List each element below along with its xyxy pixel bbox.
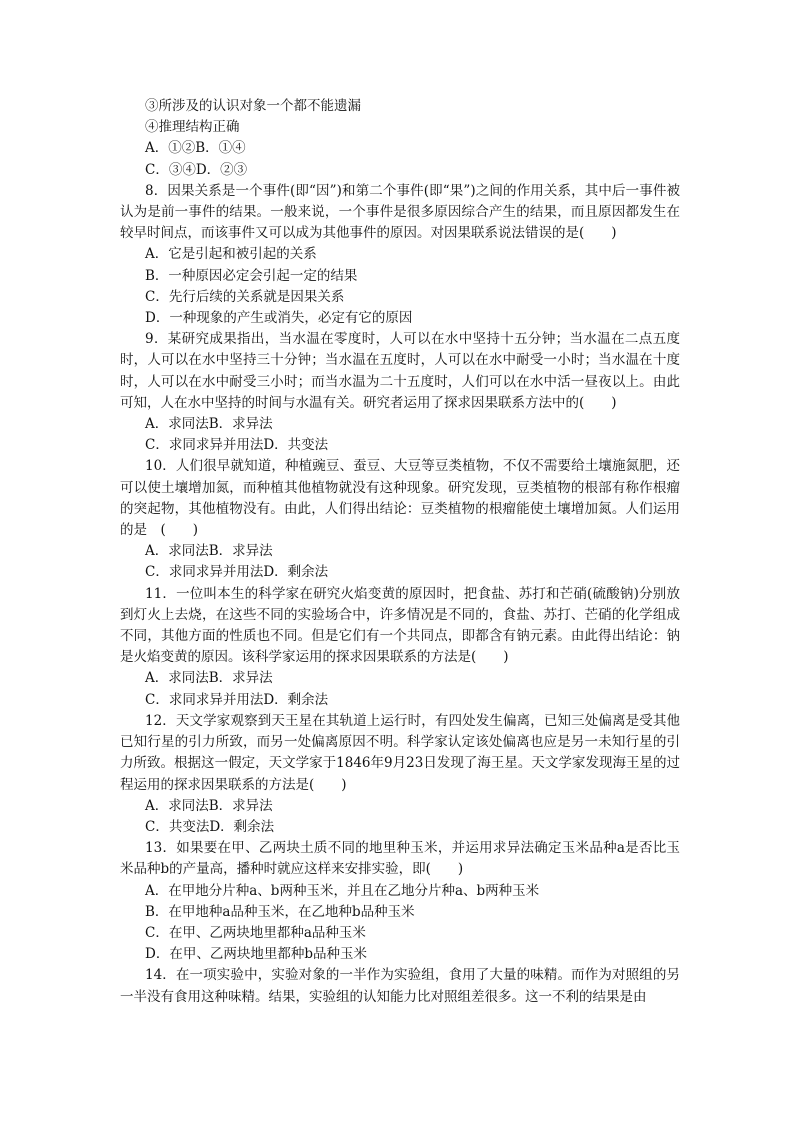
- text-line: ③所涉及的认识对象一个都不能遗漏: [145, 98, 361, 114]
- text-line: ④推理结构正确: [145, 119, 240, 136]
- option-line: A．求同法B．求异法: [145, 670, 273, 687]
- question-9: [120, 329, 680, 456]
- question-stem: 11．一位叫本生的科学家在研究火焰变黄的原因时，把食盐、苏打和芒硝(硫酸钠)分别放到灯火上去烧，在这些不同的实验场合中，许多情况是不同的，食盐、苏打、芒硝的化学组成不同，其他方面的性质也不同。但是它们有一个共同点，即都含有钠元素。由此得出结论：钠是火焰变黄的原因。该科学家运用的探求因果联系的方法是( ): [120, 585, 680, 666]
- question-stem: 12．天文学家观察到天王星在其轨道上运行时，有四处发生偏离，已知三处偏离是受其他已知行星的引力所致，而另一处偏离原因不明。科学家认定该处偏离也应是另一未知行星的引力所致。根据这一假定，天文学家于1846年9月23日发现了海王星。天文学家发现海王星的过程运用的探求因果联系的方法是( ): [120, 712, 680, 793]
- option-line: D．一种现象的产生或消失，必定有它的原因: [145, 310, 413, 327]
- option-line: A．它是引起和被引起的关系: [145, 246, 317, 263]
- option-line: C．求同求异并用法D．共变法: [145, 437, 329, 454]
- option-line: A．求同法B．求异法: [145, 797, 273, 814]
- option-line: A．①②B．①④: [145, 140, 246, 157]
- question-10: [120, 456, 680, 583]
- question-8: [120, 181, 680, 329]
- option-line: B．在甲地种a品种玉米，在乙地种b品种玉米: [145, 903, 415, 920]
- option-line: A．求同法B．求异法: [145, 416, 273, 433]
- option-line: C．在甲、乙两块地里都种a品种玉米: [145, 924, 366, 941]
- question-13: [120, 838, 680, 965]
- question-14: [120, 965, 680, 1007]
- question-stem: 14．在一项实验中，实验对象的一半作为实验组，食用了大量的味精。而作为对照组的另一半没有食用这种味精。结果，实验组的认知能力比对照组差很多。这一不利的结果是由: [120, 967, 680, 1005]
- option-line: D．在甲、乙两块地里都种b品种玉米: [145, 946, 367, 963]
- option-line: B．一种原因必定会引起一定的结果: [145, 267, 358, 284]
- question-stem: 13．如果要在甲、乙两块土质不同的地里种玉米，并运用求异法确定玉米品种a是否比玉米品种b的产量高，播种时就应这样来安排实验，即( ): [120, 840, 680, 878]
- question-stem: 9．某研究成果指出，当水温在零度时，人可以在水中坚持十五分钟；当水温在二点五度时，人可以在水中坚持三十分钟；当水温在五度时，人可以在水中耐受一小时；当水温在十度时，人可以在水中耐受三小时；而当水温为二十五度时，人们可以在水中活一昼夜以上。由此可知，人在水中坚持的时间与水温有关。研究者运用了探求因果联系方法中的( ): [120, 331, 680, 411]
- option-line: C．③④D．②③: [145, 161, 248, 178]
- option-line: C．求同求异并用法D．剩余法: [145, 691, 329, 708]
- question-12: [120, 711, 680, 838]
- question-stem: 10．人们很早就知道，种植豌豆、蚕豆、大豆等豆类植物，不仅不需要给土壤施氮肥，还可以使土壤增加氮，而种植其他植物就没有这种现象。研究发现，豆类植物的根部有称作根瘤的突起物，其他植物没有。由此，人们得出结论：豆类植物的根瘤能使土壤增加氮。人们运用的是 ( ): [120, 458, 680, 539]
- option-line: A．在甲地分片种a、b两种玉米，并且在乙地分片种a、b两种玉米: [145, 882, 540, 899]
- option-line: C．共变法D．剩余法: [145, 818, 275, 835]
- option-line: C．先行后续的关系就是因果关系: [145, 288, 345, 305]
- question-11: [120, 584, 680, 711]
- option-line: A．求同法B．求异法: [145, 543, 273, 560]
- document-page: [120, 96, 680, 1008]
- option-line: C．求同求异并用法D．剩余法: [145, 564, 329, 581]
- question-stem: 8．因果关系是一个事件(即“因”)和第二个事件(即“果”)之间的作用关系，其中后一事件被认为是前一事件的结果。一般来说，一个事件是很多原因综合产生的结果，而且原因都发生在较早时间点，而该事件又可以成为其他事件的原因。对因果联系说法错误的是( ): [120, 182, 680, 242]
